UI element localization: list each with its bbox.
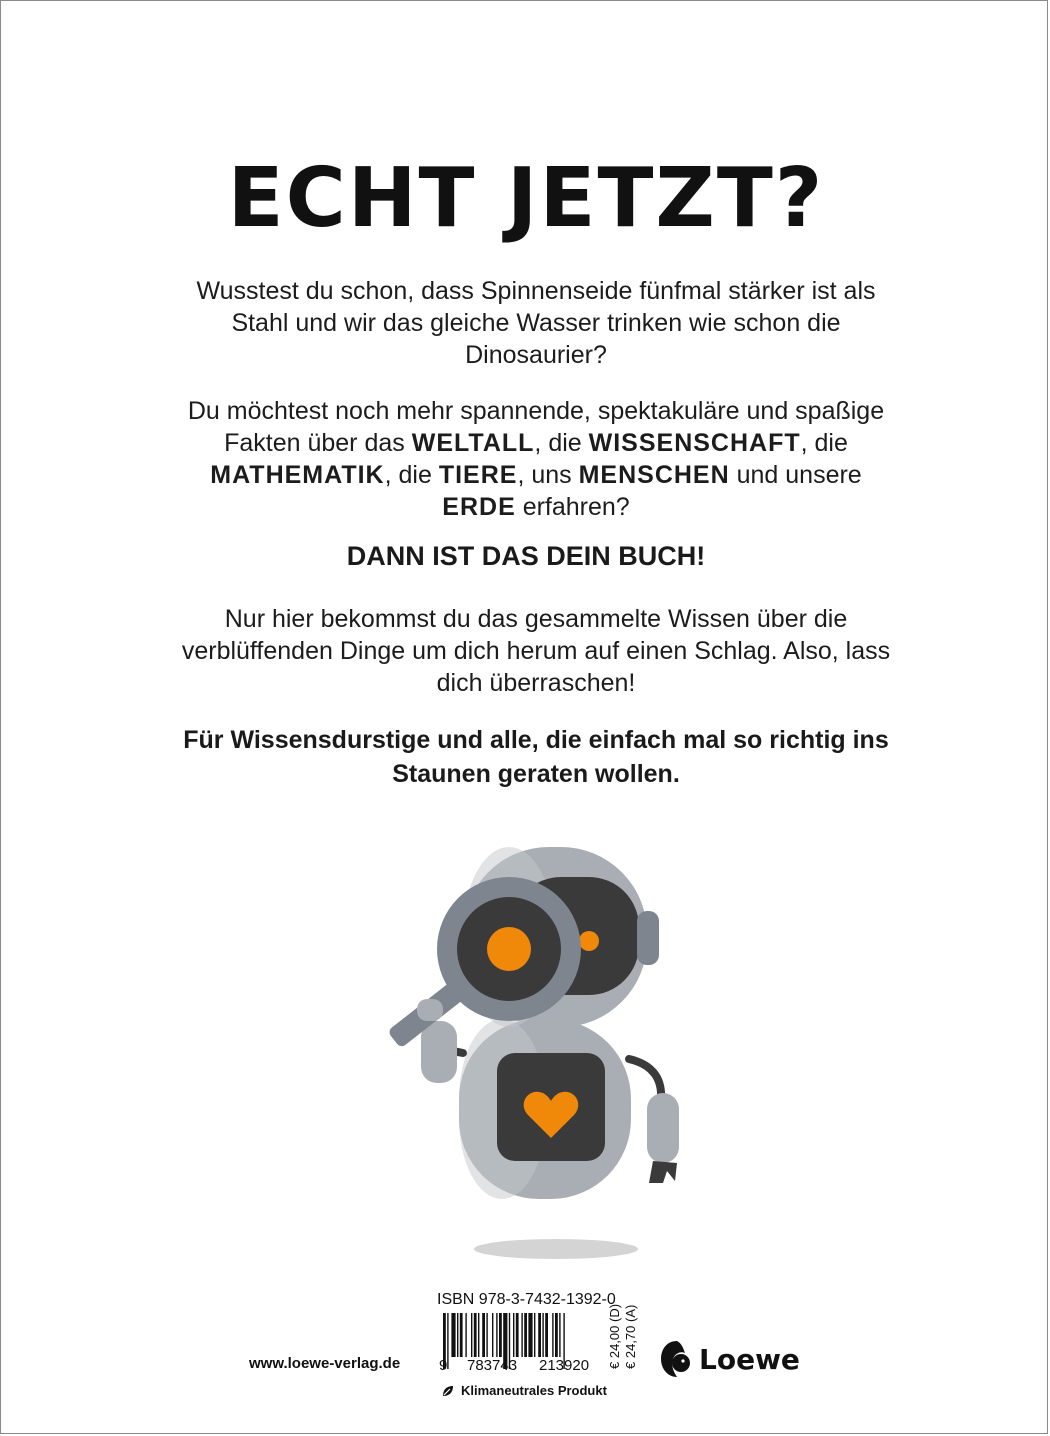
barcode-digits-left: 783743 [467, 1357, 518, 1374]
barcode-bar [478, 1313, 479, 1357]
magnified-eye [487, 927, 531, 971]
topics-paragraph: Du möchtest noch mehr spannende, spektakuläre und spaßige Fakten über das WELTALL, die WISSENSCHAFT, die MATHEMATIK, die TIERE, uns MENSCHEN und unsere ERDE erfahren? [187, 397, 885, 521]
price-austria: € 24,70 (A) [623, 1304, 638, 1369]
description-paragraph: Nur hier bekommst du das gesammelte Wissen über die verblüffenden Dinge um dich herum auf einen Schlag. Also, lass dich überraschen! [181, 605, 891, 697]
barcode-bar [465, 1313, 466, 1357]
barcode-bar [545, 1313, 548, 1357]
publisher-website[interactable]: www.loewe-verlag.de [249, 1355, 401, 1372]
keyword-erde: ERDE [442, 493, 516, 521]
barcode-bar [447, 1313, 448, 1369]
publisher-logo: Loewe [659, 1339, 800, 1379]
barcode-bar [474, 1313, 477, 1357]
barcode-bar [499, 1313, 502, 1357]
barcode-bar [538, 1313, 541, 1357]
keyword-tiere: TIERE [438, 461, 518, 489]
barcode-bar [542, 1313, 543, 1357]
closing-statement: Für Wissensdurstige und alle, die einfach mal so richtig ins Staunen geraten wollen. [183, 726, 889, 788]
barcode-bar [534, 1313, 535, 1357]
barcode-bar [524, 1313, 527, 1357]
barcode-digits-right: 213920 [539, 1357, 590, 1374]
robot-eye [579, 931, 599, 951]
barcode-bar [528, 1313, 532, 1357]
barcode-bar [496, 1313, 497, 1357]
barcode-bar [457, 1313, 458, 1357]
keyword-weltall: WELTALL [411, 429, 535, 457]
keyword-menschen: MENSCHEN [578, 461, 730, 489]
robot-shadow [474, 1239, 638, 1259]
headline: ECHT JETZT? [227, 151, 825, 246]
barcode-bar [486, 1313, 487, 1357]
robot-left-hand [417, 999, 443, 1021]
robot-right-arm [647, 1093, 679, 1163]
robot-right-hand [649, 1161, 677, 1183]
lion-icon [659, 1339, 695, 1379]
keyword-wissenschaft: WISSENSCHAFT [588, 429, 801, 457]
barcode-bar [482, 1313, 485, 1357]
robot-ear [637, 911, 659, 965]
intro-paragraph: Wusstest du schon, dass Spinnenseide fünfmal stärker ist als Stahl und wir das gleiche Wasser trinken wie schon die Dinosaurier? [196, 277, 876, 369]
keyword-mathematik: MATHEMATIK [210, 461, 385, 489]
robot-with-magnifier-illustration [371, 831, 701, 1271]
leaf-icon [441, 1384, 455, 1398]
climate-neutral-label: Klimaneutrales Produkt [441, 1383, 607, 1398]
barcode-bar [451, 1313, 455, 1357]
price-block [605, 1301, 645, 1369]
barcode-digit-first: 9 [439, 1357, 448, 1374]
isbn-label: ISBN 978-3-7432-1392-0 [437, 1291, 616, 1308]
callout-heading: DANN IST DAS DEIN BUCH! [346, 541, 706, 571]
barcode-bar [513, 1313, 514, 1357]
barcode-bar [559, 1313, 560, 1357]
barcode-bar [516, 1313, 519, 1357]
barcode-bar [460, 1313, 463, 1357]
barcode-bar [471, 1313, 472, 1357]
price-germany: € 24,00 (D) [607, 1303, 622, 1369]
robot-left-arm [421, 1021, 457, 1083]
barcode-bar [492, 1313, 493, 1357]
barcode-bar [521, 1313, 522, 1357]
barcode-bar [555, 1313, 558, 1357]
barcode-bar [552, 1313, 553, 1357]
